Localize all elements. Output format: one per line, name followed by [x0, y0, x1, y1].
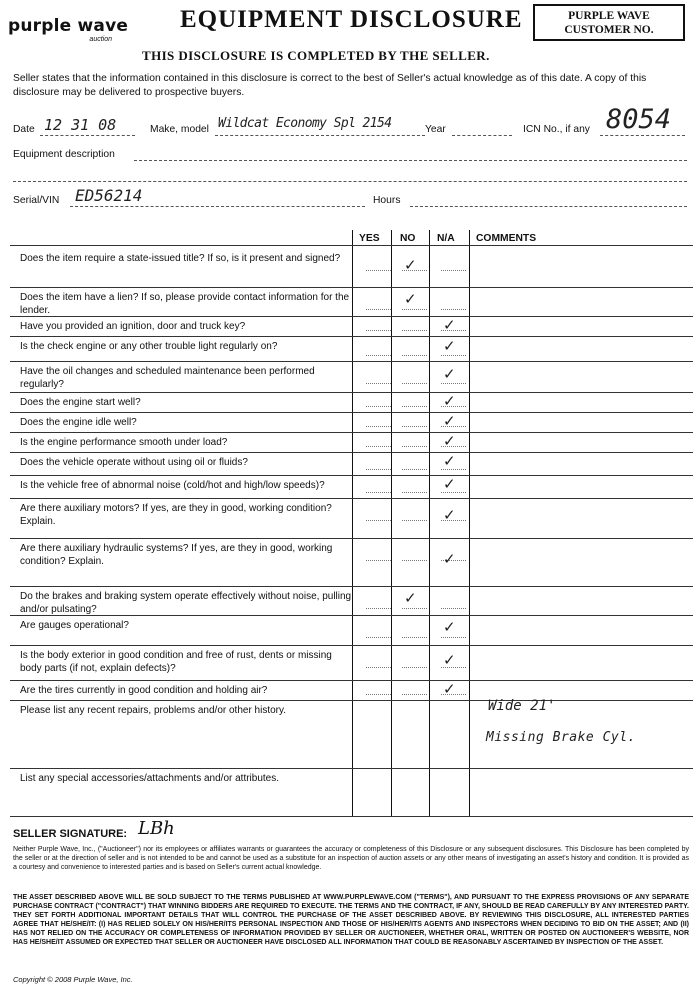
seller-signature[interactable]: LBh [138, 818, 175, 839]
check-9[interactable]: ✓ [443, 452, 456, 470]
logo [8, 16, 148, 43]
hours-line [410, 206, 687, 207]
check-14[interactable]: ✓ [443, 618, 456, 636]
question-3: Have you provided an ignition, door and truck key? [20, 321, 246, 332]
check-16[interactable]: ✓ [443, 680, 456, 698]
question-17: Please list any recent repairs, problems and/or other history. [20, 705, 287, 716]
year-label: Year [425, 124, 446, 135]
question-18: List any special accessories/attachments and/or attributes. [20, 773, 280, 784]
copyright: Copyright © 2008 Purple Wave, Inc. [13, 975, 133, 984]
question-7: Does the engine idle well? [20, 417, 137, 428]
customer-number-box: PURPLE WAVE CUSTOMER NO. [533, 4, 685, 41]
col-no: NO [400, 233, 416, 244]
make-value[interactable]: Wildcat Economy Spl 2154 [218, 116, 392, 131]
question-5: Have the oil changes and scheduled maintenance been performed regularly? [20, 366, 315, 390]
question-13: Do the brakes and braking system operate effectively without noise, pulling and/or pulsating? [20, 591, 352, 615]
terms: THE ASSET DESCRIBED ABOVE WILL BE SOLD SUBJECT TO THE TERMS PUBLISHED AT WWW.PURPLEWAVE.COM ("TERMS"), AND PURSUANT TO THE EXPRESS PROVISIONS OF ANY SEPARATE PURCHASE CONTRACT ("CONTRACT") THAT WINNING BIDDERS ARE REQUIRED TO EXECUTE. THE TERMS AND THE CONTRACT, IF ANY, SHOULD BE READ CAREFULLY BY ANY INTERESTED PARTY. THEY SET FORTH ADDITIONAL IMPORTANT DETAILS THAT WILL CONTROL THE PURCHASE OF THE ASSET DESCRIBED ABOVE. BY REVIEWING THIS DISCLOSURE, ALL INTERESTED PARTIES AGREE THAT HE/SHE/IT: (I) HAS RELIED SOLELY ON HIS/HER/ITS PERSONAL INSPECTION AND THOSE OF HIS/HER/ITS AGENTS AND INSPECTORS WHEN DECIDING TO BID ON THE ASSET; AND (II) HAS NOT RELIED ON THE ACCURACY OR COMPLETENESS OF INFORMATION PROVIDED BY SELLER OR AUCTIONEER, WHETHER ORAL, WRITTEN OR POSTED ON AUCTIONEER'S WEBSITE, NOR HAS HE/SHE/IT ASSUMED OR EXPECTED THAT SELLER OR AUCTIONEER HAVE DISCLOSED ALL INFORMATION THAT COULD BE REASONABLY ASCERTAINED BY INSPECTION OF THE ASSET. [13, 894, 689, 946]
comment-1[interactable]: Wide 21' [488, 698, 556, 714]
col-yes: YES [359, 233, 380, 244]
question-2: Does the item have a lien? If so, please provide contact information for the lender. [20, 292, 350, 316]
check-7[interactable]: ✓ [443, 412, 456, 430]
question-9: Does the vehicle operate without using oil or fluids? [20, 457, 248, 468]
icn-value[interactable]: 8054 [606, 104, 672, 135]
icn-line [600, 135, 685, 136]
serial-value[interactable]: ED56214 [75, 186, 143, 205]
question-11: Are there auxiliary motors? If yes, are they in good, working condition? Explain. [20, 503, 332, 527]
check-12[interactable]: ✓ [443, 550, 456, 568]
col-comments: COMMENTS [476, 233, 537, 244]
question-14: Are gauges operational? [20, 620, 129, 631]
check-1[interactable]: ✓ [404, 255, 417, 274]
check-2[interactable]: ✓ [404, 289, 417, 308]
check-11[interactable]: ✓ [443, 506, 456, 524]
question-16: Are the tires currently in good condition and holding air? [20, 685, 268, 696]
make-label: Make, model [150, 124, 209, 135]
question-6: Does the engine start well? [20, 397, 141, 408]
seller-statement: Seller states that the information contained in this disclosure is correct to the best of Seller's actual knowledge as of this date. A copy of this disclosure may be delivered to prospective buyers. [13, 73, 647, 98]
make-line [215, 135, 425, 136]
check-4[interactable]: ✓ [443, 336, 456, 355]
disclaimer: Neither Purple Wave, Inc., ("Auctioneer") nor its employees or affiliates warrants or guarantees the accuracy or completeness of this Disclosure or any subsequent disclosures. This Disclosure has been completed by the seller or at the direction of seller and is not intended to be and cannot be used as a substitute for an inspection of auction assets or any other means of investigating an asset's history and condition. It is provided as a courtesy and convenience to interested parties and is based on Seller's current actual knowledge. [13, 846, 689, 871]
logo-sub: auction [89, 36, 112, 43]
question-1: Does the item require a state-issued title? If so, is it present and signed? [20, 253, 341, 264]
check-3[interactable]: ✓ [443, 316, 456, 334]
check-15[interactable]: ✓ [443, 650, 456, 669]
question-8: Is the engine performance smooth under load? [20, 437, 228, 448]
description-label: Equipment description [13, 149, 115, 160]
icn-label: ICN No., if any [523, 124, 590, 135]
date-value[interactable]: 12 31 08 [44, 116, 117, 134]
description-line-2 [13, 181, 687, 182]
comment-2[interactable]: Missing Brake Cyl. [486, 730, 636, 745]
question-4: Is the check engine or any other trouble light regularly on? [20, 341, 278, 352]
disclosure-table [10, 230, 693, 822]
serial-line [70, 206, 365, 207]
question-10: Is the vehicle free of abnormal noise (cold/hot and high/low speeds)? [20, 480, 325, 491]
check-6[interactable]: ✓ [443, 392, 456, 410]
check-8[interactable]: ✓ [443, 432, 456, 450]
logo-text: purple wave [8, 16, 129, 36]
year-line [452, 135, 512, 136]
check-10[interactable]: ✓ [443, 475, 456, 493]
col-na: N/A [437, 233, 455, 244]
serial-label: Serial/VIN [13, 195, 60, 206]
page-title: EQUIPMENT DISCLOSURE [180, 6, 523, 33]
description-line-1 [134, 160, 687, 161]
page-subtitle: THIS DISCLOSURE IS COMPLETED BY THE SELLER. [142, 48, 490, 63]
hours-label: Hours [373, 195, 401, 206]
check-5[interactable]: ✓ [443, 364, 456, 383]
date-line [40, 135, 135, 136]
date-label: Date [13, 124, 35, 135]
check-13[interactable]: ✓ [404, 588, 417, 607]
question-15: Is the body exterior in good condition and free of rust, dents or missing body parts (if not, explain defects)? [20, 650, 332, 674]
signature-label: SELLER SIGNATURE: [13, 828, 128, 840]
question-12: Are there auxiliary hydraulic systems? If yes, are they in good, working condition? Explain. [20, 543, 333, 567]
